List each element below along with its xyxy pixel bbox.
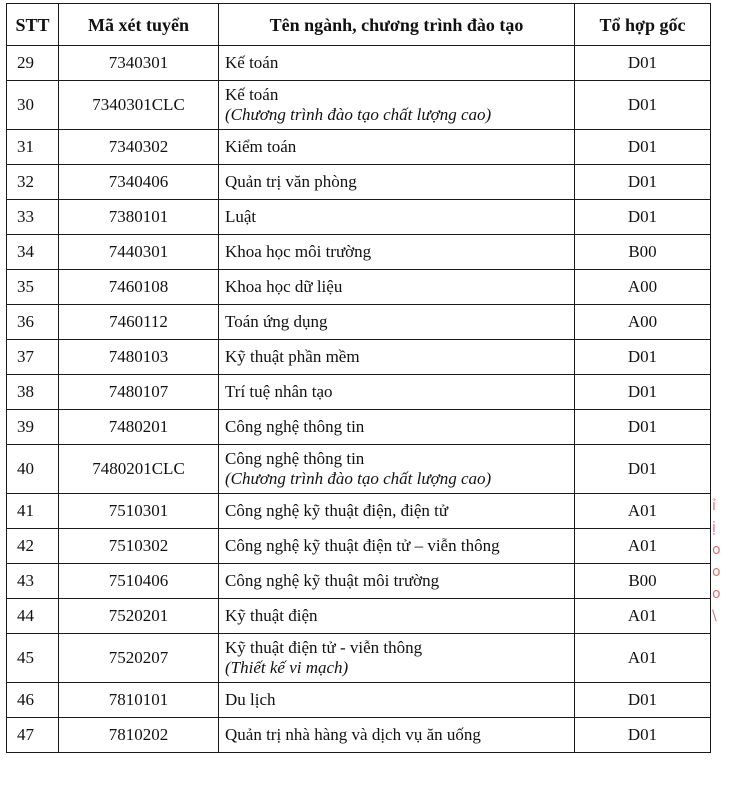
stt-cell: 36 — [7, 305, 59, 340]
stt-cell: 45 — [7, 634, 59, 683]
code-cell: 7380101 — [59, 200, 219, 235]
combo-cell: D01 — [575, 375, 711, 410]
program-name-cell — [219, 375, 575, 410]
combo-cell: A01 — [575, 494, 711, 529]
stt-cell: 33 — [7, 200, 59, 235]
program-name: Quản trị nhà hàng và dịch vụ ăn uống — [225, 725, 481, 744]
program-name: Công nghệ kỹ thuật môi trường — [225, 571, 440, 590]
program-name: Công nghệ kỹ thuật điện, điện tử — [225, 501, 449, 520]
table-row — [7, 634, 711, 683]
program-name-cell — [219, 445, 575, 494]
program-name-cell — [219, 494, 575, 529]
combo-cell: A01 — [575, 634, 711, 683]
stt-cell: 41 — [7, 494, 59, 529]
program-name: Luật — [225, 207, 257, 226]
stt-cell: 29 — [7, 46, 59, 81]
combo-cell: A01 — [575, 529, 711, 564]
stt-cell: 44 — [7, 599, 59, 634]
combo-cell: B00 — [575, 235, 711, 270]
combo-cell: D01 — [575, 81, 711, 130]
table-row — [7, 81, 711, 130]
program-name-cell — [219, 305, 575, 340]
table-row — [7, 200, 711, 235]
program-name-cell — [219, 683, 575, 718]
header-name: Tên ngành, chương trình đào tạo — [219, 4, 575, 46]
table-row — [7, 305, 711, 340]
program-name: Khoa học dữ liệu — [225, 277, 343, 296]
program-name: Công nghệ thông tin — [225, 449, 365, 468]
code-cell: 7480201 — [59, 410, 219, 445]
program-name: Kế toán — [225, 85, 279, 104]
program-name: Kỹ thuật điện tử - viễn thông — [225, 638, 423, 657]
program-name-cell — [219, 200, 575, 235]
stt-cell: 32 — [7, 165, 59, 200]
program-name-cell — [219, 529, 575, 564]
code-cell: 7480107 — [59, 375, 219, 410]
table-body — [7, 46, 711, 753]
program-name: Công nghệ thông tin — [225, 417, 365, 436]
stt-cell: 37 — [7, 340, 59, 375]
program-name-cell — [219, 130, 575, 165]
code-cell: 7460108 — [59, 270, 219, 305]
combo-cell: A00 — [575, 270, 711, 305]
program-name: Trí tuệ nhân tạo — [225, 382, 333, 401]
combo-cell: D01 — [575, 165, 711, 200]
stt-cell: 38 — [7, 375, 59, 410]
header-code: Mã xét tuyển — [59, 4, 219, 46]
table-row — [7, 46, 711, 81]
program-name: Toán ứng dụng — [225, 312, 328, 331]
table-row — [7, 718, 711, 753]
combo-cell: D01 — [575, 340, 711, 375]
stt-cell: 30 — [7, 81, 59, 130]
table-row — [7, 494, 711, 529]
stt-cell: 34 — [7, 235, 59, 270]
stt-cell: 40 — [7, 445, 59, 494]
combo-cell: D01 — [575, 130, 711, 165]
stt-cell: 39 — [7, 410, 59, 445]
stt-cell: 46 — [7, 683, 59, 718]
combo-cell: A01 — [575, 599, 711, 634]
code-cell: 7460112 — [59, 305, 219, 340]
red-stamp-fragment: ỉ ị o o o \ — [712, 498, 721, 624]
code-cell: 7440301 — [59, 235, 219, 270]
combo-cell: D01 — [575, 683, 711, 718]
code-cell: 7340301 — [59, 46, 219, 81]
program-name-cell — [219, 165, 575, 200]
program-name-cell — [219, 235, 575, 270]
program-name-cell — [219, 634, 575, 683]
table-row — [7, 130, 711, 165]
program-name: Kiểm toán — [225, 137, 297, 156]
program-name: Kỹ thuật điện — [225, 606, 318, 625]
code-cell: 7810101 — [59, 683, 219, 718]
code-cell: 7510406 — [59, 564, 219, 599]
table-row — [7, 410, 711, 445]
code-cell: 7810202 — [59, 718, 219, 753]
table-header — [7, 4, 711, 46]
code-cell: 7480103 — [59, 340, 219, 375]
program-note: (Thiết kế vi mạch) — [225, 658, 349, 677]
program-name-cell — [219, 718, 575, 753]
combo-cell: D01 — [575, 445, 711, 494]
program-name-cell — [219, 81, 575, 130]
table-row — [7, 235, 711, 270]
code-cell: 7510301 — [59, 494, 219, 529]
code-cell: 7340406 — [59, 165, 219, 200]
program-note: (Chương trình đào tạo chất lượng cao) — [225, 469, 492, 488]
header-combo: Tổ hợp gốc — [575, 4, 711, 46]
program-name-cell — [219, 46, 575, 81]
program-name: Khoa học môi trường — [225, 242, 372, 261]
code-cell: 7340301CLC — [59, 81, 219, 130]
program-note: (Chương trình đào tạo chất lượng cao) — [225, 105, 492, 124]
admission-table — [6, 3, 711, 753]
table-row — [7, 683, 711, 718]
combo-cell: D01 — [575, 410, 711, 445]
table-row — [7, 165, 711, 200]
table-row — [7, 445, 711, 494]
code-cell: 7520201 — [59, 599, 219, 634]
code-cell: 7520207 — [59, 634, 219, 683]
table-row — [7, 340, 711, 375]
program-name: Kế toán — [225, 53, 279, 72]
table-row — [7, 599, 711, 634]
program-name-cell — [219, 599, 575, 634]
stt-cell: 43 — [7, 564, 59, 599]
stt-cell: 31 — [7, 130, 59, 165]
combo-cell: B00 — [575, 564, 711, 599]
program-name-cell — [219, 564, 575, 599]
program-name-cell — [219, 410, 575, 445]
stt-cell: 35 — [7, 270, 59, 305]
header-stt: STT — [7, 4, 59, 46]
table-row — [7, 375, 711, 410]
combo-cell: D01 — [575, 46, 711, 81]
stt-cell: 47 — [7, 718, 59, 753]
program-name-cell — [219, 270, 575, 305]
combo-cell: A00 — [575, 305, 711, 340]
program-name: Du lịch — [225, 690, 276, 709]
code-cell: 7340302 — [59, 130, 219, 165]
program-name: Quản trị văn phòng — [225, 172, 357, 191]
program-name-cell — [219, 340, 575, 375]
combo-cell: D01 — [575, 200, 711, 235]
stt-cell: 42 — [7, 529, 59, 564]
program-name: Công nghệ kỹ thuật điện tử – viễn thông — [225, 536, 500, 555]
combo-cell: D01 — [575, 718, 711, 753]
code-cell: 7480201CLC — [59, 445, 219, 494]
table-row — [7, 529, 711, 564]
code-cell: 7510302 — [59, 529, 219, 564]
table-row — [7, 270, 711, 305]
table-row — [7, 564, 711, 599]
program-name: Kỹ thuật phần mềm — [225, 347, 360, 366]
